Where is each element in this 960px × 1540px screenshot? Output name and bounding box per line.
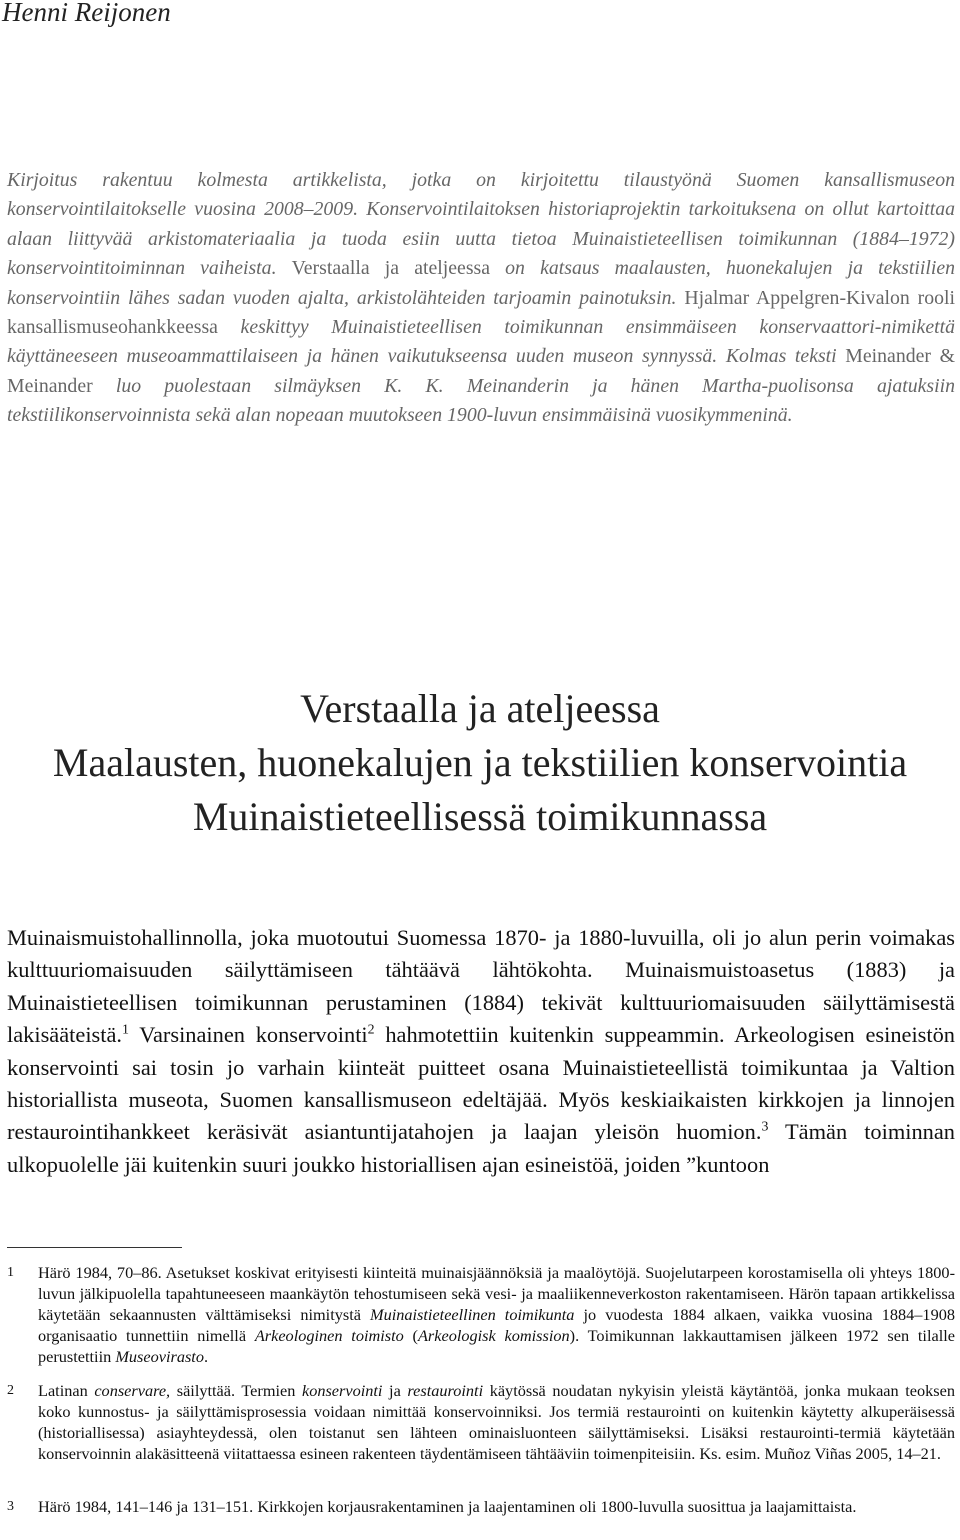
body-text-4: Tämän toiminnan ulkopuolelle jäi kuitenkin suuri joukko historiallisen ajan esineistöä, joiden ”kuntoon — [7, 1119, 955, 1177]
footnote-number: 1 — [7, 1265, 14, 1280]
footnote-text-segment: Latinan — [38, 1381, 95, 1400]
footnote-text-segment: ). Toimikunnan lakkauttamisen jälkeen 1972 sen tilalle perustettiin — [38, 1326, 955, 1366]
intro-text-3: keskittyy Muinaistieteellisen toimikunnan ensimmäiseen konservaattori-nimikettä käyttäneeseen museoammattilaiseen ja hänen vaikutukseensa uuden museon synnyssä. Kolmas teksti — [7, 316, 955, 368]
body-text-2: Varsinainen konservointi — [128, 1022, 368, 1048]
footnote-1 — [7, 1262, 955, 1367]
footnote-text-segment: ja — [382, 1381, 408, 1400]
footnote-text-segment: Härö 1984, 141–146 ja 131–151. Kirkkojen korjausrakentaminen ja laajentaminen oli 1800-luvulla suosittua ja laajamittaista. — [38, 1497, 857, 1516]
title-line-1: Verstaalla ja ateljeessa — [300, 686, 660, 731]
footnote-ref-1[interactable]: 1 — [122, 1022, 129, 1038]
footnote-italic-segment: conservare, — [94, 1381, 171, 1400]
footnote-2 — [7, 1380, 955, 1464]
intro-article-title-3: Meinander & Meinander — [7, 345, 955, 397]
body-text-3: hahmotettiin kuitenkin suppeammin. Arkeologisen esineistön konservointi sai tosin jo varhain kiinteät puitteet osana Muinaistieteellistä toimikuntaa ja Valtion historiallista museota, Suomen kansallismuseon edeltäjää. Myös keskiaikaisten kirkkojen ja linnojen restaurointihankkeet keräsivät asiantuntijatahojen ja laajan yleisön huomion. — [7, 1022, 956, 1145]
footnote-italic-segment: konservointi — [301, 1381, 383, 1400]
title-line-3: Muinaistieteellisessä toimikunnassa — [192, 794, 768, 839]
footnote-italic-segment: Museovirasto — [115, 1347, 204, 1366]
footnote-text-segment: Härö 1984, 70–86. Asetukset koskivat erityisesti kiinteitä muinaisjäännöksiä ja maalöytöjä. Suojelutarpeen korostamisella oli yhteys 1800-luvun jälkipuolella tapahtuneeseen maankäytön tehostumiseen sekä vesi- ja maaliikenneverkoston rakentamiseen. Härön tapaan artikkelissa käytetään sekaannusten välttämiseksi nimitystä — [38, 1263, 955, 1324]
footnote-3 — [7, 1496, 955, 1517]
footnote-text-segment: säilyttää. Termien — [170, 1381, 302, 1400]
footnote-text-segment: jo vuodesta 1884 alkaen, vaikka vuosina 1884–1908 organisaatio tunnettiin nimellä — [38, 1305, 955, 1345]
intro-article-title-2: Hjalmar Appelgren-Kivalon rooli kansallismuseohankkeessa — [7, 286, 955, 339]
footnote-text-segment: ( — [403, 1326, 418, 1345]
footnote-text-segment: käytössä noudatan nykyisin yleistä käytäntöä, jonka mukaan teoksen koko kunnostus- ja säilyttämisprosessia voidaan nimittää konservoinniksi. Jos termiä restaurointi on kuitenkin käytetty alkuperäisessä (historiallisessa) asiayhteydessä, olen toistanut sen lähteen ominaisluonteen säilyttämiseksi. Lisäksi restaurointi-termiä käytetään konservoinnin alakäsitteenä viitattaessa esineen rakenteen täydentämiseen tähtääviin toimenpiteisiin. Ks. esim. Muñoz Viñas 2005, 14–21. — [38, 1381, 956, 1463]
footnote-text — [38, 1496, 955, 1517]
footnote-number: 2 — [7, 1383, 14, 1398]
intro-paragraph — [7, 166, 955, 431]
running-header-author: Henni Reijonen — [2, 0, 171, 27]
body-paragraph — [7, 922, 955, 1181]
footnote-number: 3 — [7, 1499, 14, 1514]
footnote-divider — [7, 1247, 182, 1248]
footnote-text — [38, 1262, 955, 1367]
intro-text-4: luo puolestaan silmäyksen K. K. Meinanderin ja hänen Martha-puolisonsa ajatuksiin tekstiilikonservoinnista sekä alan nopeaan muutokseen 1900-luvun ensimmäisinä vuosikymmeninä. — [7, 374, 955, 427]
footnote-ref-3[interactable]: 3 — [761, 1119, 769, 1135]
footnote-text — [38, 1380, 955, 1464]
intro-text-2: on katsaus maalausten, huonekalujen ja tekstiilien konservointiin lähes sadan vuoden ajalta, arkistolähteiden tarjoamin painotuksin. — [7, 257, 956, 309]
footnote-italic-segment: Muinaistieteellinen toimikunta — [370, 1305, 575, 1324]
footnote-italic-segment: Arkeologisk komission — [417, 1326, 570, 1345]
footnote-italic-segment: Arkeologinen toimisto — [254, 1326, 404, 1345]
intro-text-1: Kirjoitus rakentuu kolmesta artikkelista, jotka on kirjoitettu tilaustyönä Suomen kansallismuseon konservointilaitokselle vuosina 2008–2009. Konservointilaitoksen historiaprojektin tarkoituksena on ollut kartoittaa alaan liittyvää arkistomateriaalia ja tuoda esiin uutta tietoa Muinaistieteellisen toimikunnan (1884–1972) konservointitoiminnan vaiheista. — [7, 169, 955, 280]
title-line-2: Maalausten, huonekalujen ja tekstiilien konservointia — [52, 740, 908, 785]
footnote-ref-2[interactable]: 2 — [367, 1022, 375, 1038]
footnote-text-segment: . — [203, 1347, 209, 1366]
intro-article-title-1: Verstaalla ja ateljeessa — [291, 257, 491, 280]
body-text-1: Muinaismuistohallinnolla, joka muotoutui Suomessa 1870- ja 1880-luvuilla, oli jo alun perin voimakas kulttuuriomaisuuden säilyttämiseen tähtäävä lähtökohta. Muinaismuistoasetus (1883) ja Muinaistieteellisen toimikunnan perustaminen (1884) tekivät kulttuuriomaisuuden säilyttämisestä lakisääteistä. — [7, 925, 955, 1048]
footnote-italic-segment: restaurointi — [407, 1381, 484, 1400]
article-title — [0, 682, 960, 844]
